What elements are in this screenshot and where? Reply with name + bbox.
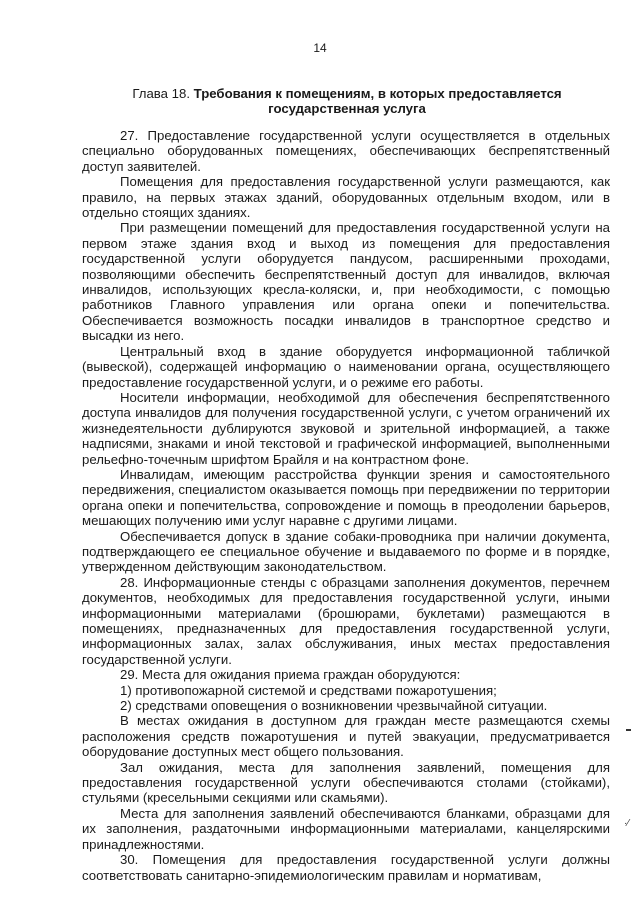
scan-artifact: ·⁄ [624,818,629,829]
scan-artifact [626,729,631,731]
paragraph: Места для заполнения заявлений обеспечиваются бланками, образцами для их заполнения, раздаточными информационными материалами, канцелярскими принадлежностями. [82,805,610,852]
paragraph: 29. Места для ожидания приема граждан оборудуются: [120,667,461,683]
paragraph: Зал ожидания, места для заполнения заявлений, помещения для предоставления государственной услуги обеспечиваются столами (стойками), стульями (кресельными секциями или скамьями). [82,759,610,806]
paragraph: При размещении помещений для предоставления государственной услуги на первом этаже здания вход и выход из помещения для предоставления государственной услуги оборудуется пандусом, расширенными проходами, позволяющими обеспечить беспрепятственный доступ для инвалидов, включая инвалидов, использующих кресла-коляски, и, при необходимости, с помощью работников Главного управления или органа опеки и попечительства. Обеспечивается возможность посадки инвалидов в транспортное средство и высадки из него. [82,220,610,344]
chapter-number: Глава 18. [132,86,190,101]
paragraph: Носители информации, необходимой для обеспечения беспрепятственного доступа инвалидов для получения государственной услуги, с учетом ограничений их жизнедеятельности дублируются звуковой и зрительной информацией, а также надписями, знаками и иной текстовой и графической информацией, выполненными рельефно-точечным шрифтом Брайля и на контрастном фоне. [82,389,610,467]
paragraph: 30. Помещения для предоставления государственной услуги должны соответствовать санитарно-эпидемиологическим правилам и нормативам, [82,852,610,883]
chapter-heading [82,86,612,116]
paragraph: Помещения для предоставления государственной услуги размещаются, как правило, на первых этажах зданий, оборудованных отдельным входом, или в отдельно стоящих зданиях. [82,174,610,221]
page-number: 14 [313,41,327,55]
paragraph: 27. Предоставление государственной услуги осуществляется в отдельных специально оборудованных помещениях, обеспечивающих беспрепятственный доступ заявителей. [82,128,610,174]
document-body [82,128,610,883]
paragraph: Обеспечивается допуск в здание собаки-проводника при наличии документа, подтверждающего ее специальное обучение и выдаваемого по форме и в порядке, утвержденном действующим законодательством. [82,528,610,575]
paragraph: 28. Информационные стенды с образцами заполнения документов, перечнем документов, необходимых для предоставления государственной услуги, иными информационными материалами (брошюрами, буклетами) размещаются в помещениях, предназначенных для предоставления государственной услуги, информационных залах, залах обслуживания, иных местах предоставления государственной услуги. [82,574,610,667]
paragraph: Инвалидам, имеющим расстройства функции зрения и самостоятельного передвижения, специалистом оказывается помощь при передвижении по территории органа опеки и попечительства, сопровождение и помощь в преодолении барьеров, мешающих получению ими услуг наравне с другими лицами. [82,466,610,529]
list-item: 2) средствами оповещения о возникновении чрезвычайной ситуации. [120,698,548,714]
paragraph: В местах ожидания в доступном для граждан месте размещаются схемы расположения средств пожаротушения и путей эвакуации, предусматривается оборудование доступных мест общего пользования. [82,713,610,760]
paragraph: Центральный вход в здание оборудуется информационной табличкой (вывеской), содержащей информацию о наименовании органа, осуществляющего предоставление государственной услуги, и о режиме его работы. [82,343,610,390]
list-item: 1) противопожарной системой и средствами пожаротушения; [120,682,497,698]
chapter-title: Требования к помещениям, в которых предоставляется государственная услуга [193,86,562,116]
